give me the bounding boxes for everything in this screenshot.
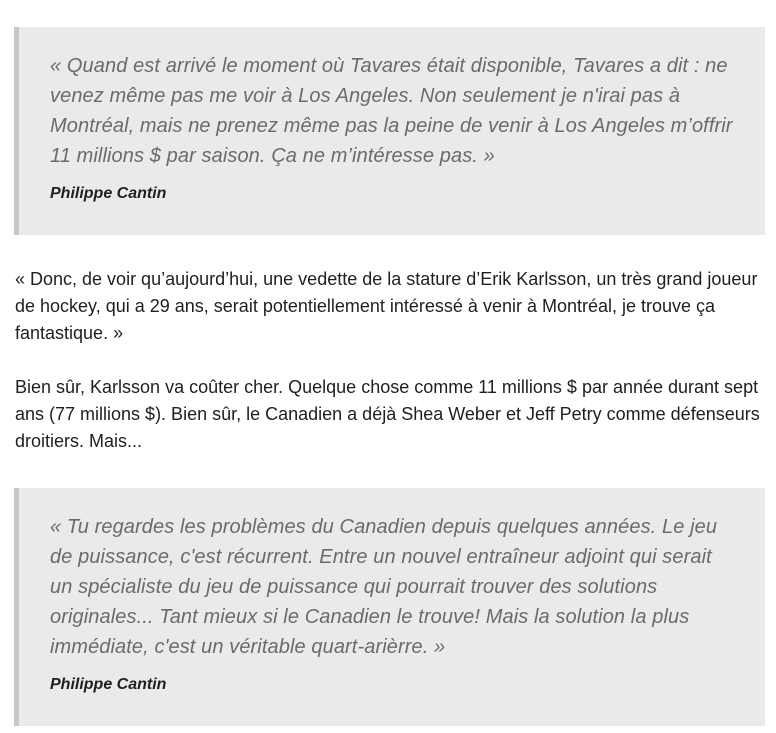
article-paragraph: Bien sûr, Karlsson va coûter cher. Quelque chose comme 11 millions $ par année durant sept ans (77 millions $). Bien sûr, le Canadien a déjà Shea Weber et Jeff Petry comme défenseurs droitiers. Mais... [15, 377, 760, 451]
quote-author: Philippe Cantin [50, 185, 167, 202]
quote-text: « Tu regardes les problèmes du Canadien depuis quelques années. Le jeu de puissance, c'est récurrent. Entre un nouvel entraîneur adjoint qui serait un spécialiste du jeu de puissance qui pourrait trouver des solutions originales... Tant mieux si le Canadien le trouve! Mais la solution la plus immédiate, c'est un véritable quart-arièrre. » [50, 516, 718, 658]
quote-author: Philippe Cantin [50, 676, 167, 693]
blockquote-powerplay [14, 488, 765, 726]
blockquote-tavares [14, 27, 765, 235]
article-paragraph: « Donc, de voir qu’aujourd’hui, une vedette de la stature d’Erik Karlsson, un très grand joueur de hockey, qui a 29 ans, serait potentiellement intéressé à venir à Montréal, je trouve ça fantastique. » [15, 269, 758, 343]
quote-text: « Quand est arrivé le moment où Tavares était disponible, Tavares a dit : ne venez même pas me voir à Los Angeles. Non seulement je n'irai pas à Montréal, mais ne prenez même pas la peine de venir à Los Angeles m’offrir 11 millions $ par saison. Ça ne m’intéresse pas. » [50, 55, 733, 167]
